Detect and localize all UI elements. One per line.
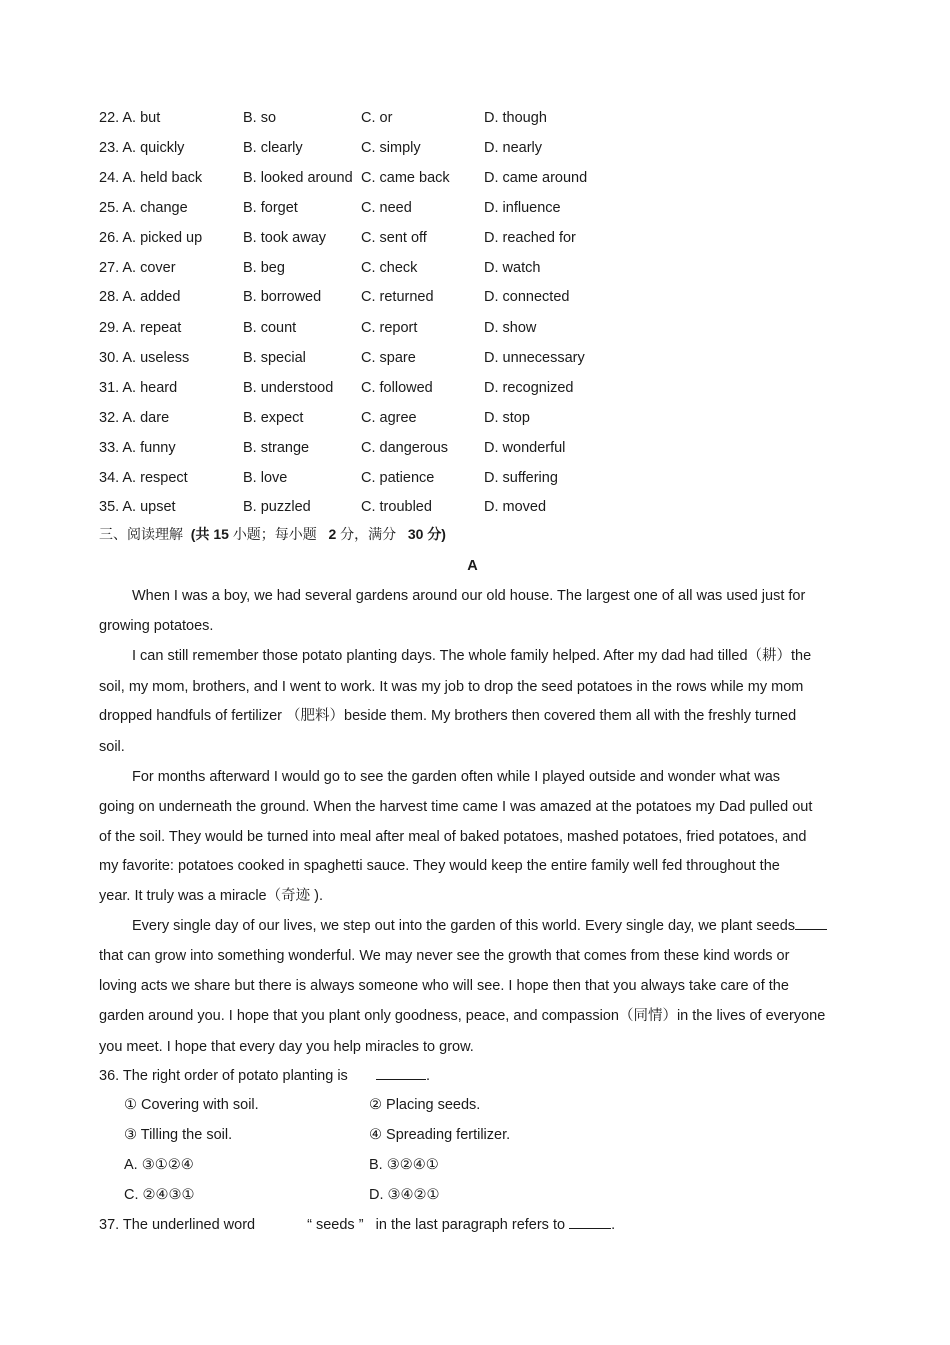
option-d: D. watch (484, 260, 541, 276)
passage-line: garden around you. I hope that you plant only goodness, peace, and compassion（同情）in the lives of everyone (99, 1008, 826, 1024)
option-c: C. or (361, 110, 393, 126)
option-a: 23. A. quickly (99, 140, 185, 156)
passage-line: my favorite: potatoes cooked in spaghetti sauce. They would keep the entire family well fed throughout the (99, 858, 780, 874)
option-c: C. returned (361, 289, 434, 305)
passage-line: I can still remember those potato planting days. The whole family helped. After my dad had tilled（耕）the (132, 648, 812, 664)
passage-line-text: Every single day of our lives, we step out into the garden of this world. Every single day, we plant seeds (132, 918, 796, 934)
passage-line (132, 916, 827, 936)
section-heading (99, 524, 446, 544)
option-b: B. puzzled (243, 499, 311, 515)
option-b: B. looked around (243, 170, 353, 186)
option-c: C. followed (361, 380, 433, 396)
option-d: D. reached for (484, 230, 576, 246)
question-37-stem (99, 1215, 615, 1235)
option-b: B. clearly (243, 140, 303, 156)
underline-mark (795, 917, 827, 930)
passage-line: going on underneath the ground. When the harvest time came I was amazed at the potatoes my Dad pulled out (99, 799, 813, 815)
option-b: B. strange (243, 440, 310, 456)
passage-title: A (467, 558, 478, 574)
option-b: B. so (243, 110, 277, 126)
option-d: D. moved (484, 499, 547, 515)
order-item: ① Covering with soil. (124, 1097, 259, 1113)
option-c: C. sent off (361, 230, 427, 246)
option-d: D. suffering (484, 470, 558, 486)
option-c: C. dangerous (361, 440, 449, 456)
choice-b: B. ③②④① (369, 1157, 439, 1173)
section-mid1: 小题；每小题 (232, 526, 317, 542)
section-prefix: 三、阅读理解 (99, 526, 183, 542)
option-a: 32. A. dare (99, 410, 170, 426)
passage-line: growing potatoes. (99, 618, 214, 634)
option-c: C. troubled (361, 499, 432, 515)
passage-line: dropped handfuls of fertilizer （肥料）beside them. My brothers then covered them all with the freshly turned (99, 708, 797, 724)
question-text: 37. The underlined word (99, 1217, 256, 1233)
option-d: D. influence (484, 200, 561, 216)
option-a: 24. A. held back (99, 170, 203, 186)
option-a: 22. A. but (99, 110, 161, 126)
section-per: 2 (328, 526, 337, 542)
option-d: D. show (484, 320, 537, 336)
option-d: D. connected (484, 289, 570, 305)
question-36-stem (99, 1066, 430, 1086)
order-item: ④ Spreading fertilizer. (369, 1127, 511, 1143)
quoted-word: “ seeds ” (307, 1217, 364, 1233)
option-d: D. came around (484, 170, 588, 186)
option-b: B. understood (243, 380, 334, 396)
option-d: D. recognized (484, 380, 574, 396)
option-b: B. expect (243, 410, 304, 426)
passage-line: loving acts we share but there is always someone who will see. I hope then that you always take care of the (99, 978, 789, 994)
passage-line: When I was a boy, we had several gardens around our old house. The largest one of all was used just for (132, 588, 806, 604)
option-a: 25. A. change (99, 200, 188, 216)
passage-line: you meet. I hope that every day you help miracles to grow. (99, 1039, 474, 1055)
answer-blank (569, 1216, 611, 1229)
passage-line: that can grow into something wonderful. We may never see the growth that comes from these kind words or (99, 948, 790, 964)
option-c: C. need (361, 200, 412, 216)
section-mid2: 分，满分 (340, 526, 397, 542)
option-b: B. took away (243, 230, 327, 246)
option-c: C. simply (361, 140, 421, 156)
option-a: 31. A. heard (99, 380, 178, 396)
section-total: 30 (407, 526, 424, 542)
option-b: B. borrowed (243, 289, 322, 305)
option-b: B. forget (243, 200, 298, 216)
option-a: 29. A. repeat (99, 320, 182, 336)
option-d: D. stop (484, 410, 530, 426)
option-b: B. love (243, 470, 288, 486)
passage-line: soil, my mom, brothers, and I went to work. It was my job to drop the seed potatoes in the rows while my mom (99, 679, 804, 695)
passage-line: of the soil. They would be turned into meal after meal of baked potatoes, mashed potatoes, fried potatoes, and (99, 829, 807, 845)
option-c: C. check (361, 260, 418, 276)
option-a: 35. A. upset (99, 499, 176, 515)
option-b: B. count (243, 320, 297, 336)
option-c: C. report (361, 320, 418, 336)
section-open: (共 (190, 526, 210, 542)
option-b: B. beg (243, 260, 285, 276)
option-d: D. wonderful (484, 440, 566, 456)
choice-c: C. ②④③① (124, 1187, 195, 1203)
question-end: . (426, 1068, 431, 1084)
section-close: 分) (427, 526, 446, 542)
choice-a: A. ③①②④ (124, 1157, 194, 1173)
option-c: C. came back (361, 170, 450, 186)
option-c: C. patience (361, 470, 435, 486)
option-a: 33. A. funny (99, 440, 176, 456)
passage-line: For months afterward I would go to see the garden often while I played outside and wonder what was (132, 769, 781, 785)
option-a: 28. A. added (99, 289, 181, 305)
option-a: 34. A. respect (99, 470, 188, 486)
option-a: 26. A. picked up (99, 230, 203, 246)
order-item: ③ Tilling the soil. (124, 1127, 233, 1143)
question-text: 36. The right order of potato planting is (99, 1068, 348, 1084)
option-c: C. spare (361, 350, 416, 366)
section-count: 15 (213, 526, 229, 542)
passage-line: soil. (99, 739, 125, 755)
choice-d: D. ③④②① (369, 1187, 440, 1203)
option-d: D. unnecessary (484, 350, 585, 366)
option-a: 30. A. useless (99, 350, 190, 366)
option-b: B. special (243, 350, 306, 366)
option-d: D. nearly (484, 140, 543, 156)
option-d: D. though (484, 110, 547, 126)
answer-blank (376, 1067, 426, 1080)
question-end: . (611, 1217, 616, 1233)
order-item: ② Placing seeds. (369, 1097, 481, 1113)
option-a: 27. A. cover (99, 260, 176, 276)
question-rest: in the last paragraph refers to (375, 1217, 566, 1233)
passage-line: year. It truly was a miracle（奇迹 ). (99, 888, 323, 904)
option-c: C. agree (361, 410, 417, 426)
